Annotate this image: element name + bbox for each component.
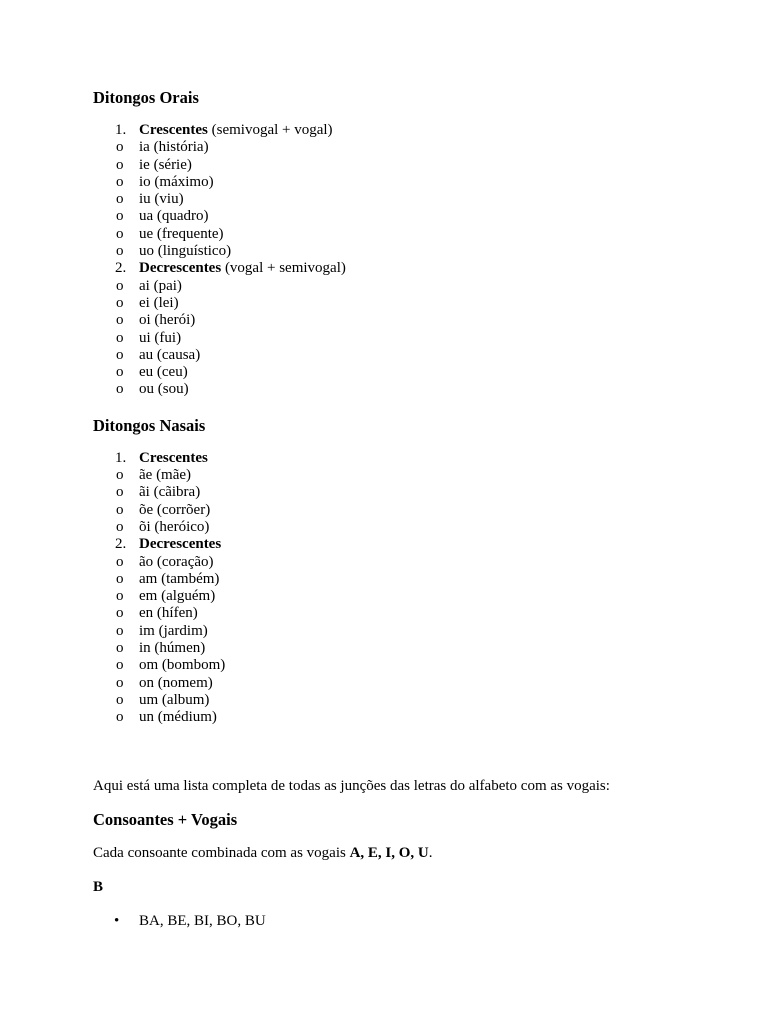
list-item: o am (também) (116, 570, 220, 587)
vowels-emphasis: A, E, I, O, U (349, 844, 429, 861)
list-item: o ie (série) (116, 156, 192, 173)
sub-bullet: o (116, 467, 124, 484)
sub-bullet: o (116, 191, 124, 208)
sub-bullet: o (116, 588, 124, 605)
list-item: o õe (corrõer) (116, 501, 211, 518)
list-number: 1. (115, 449, 127, 466)
sub-bullet: o (116, 329, 124, 346)
sub-bullet: o (116, 173, 124, 190)
section-title-ditongos-orais: Ditongos Orais (93, 88, 199, 107)
list-item: o uo (linguístico) (116, 243, 232, 260)
list-item: o ãe (mãe) (116, 467, 192, 484)
group-label: Decrescentes (139, 536, 222, 553)
sub-bullet: o (116, 294, 124, 311)
sub-bullet: o (116, 657, 124, 674)
orais-group-crescentes (93, 122, 713, 139)
list-item: o ãi (cãibra) (116, 484, 201, 501)
sub-bullet: o (116, 243, 124, 260)
section-title-consoantes-vogais: Consoantes + Vogais (93, 809, 238, 829)
list-item: o um (album) (116, 691, 210, 708)
list-item: o oi (herói) (116, 312, 196, 329)
nasais-decrescentes-items (93, 554, 713, 727)
sub-bullet: o (116, 484, 124, 501)
list-item: o om (bombom) (116, 657, 226, 674)
sub-bullet: o (116, 501, 124, 518)
sub-bullet: o (116, 570, 124, 587)
list-item: o on (nomem) (116, 674, 213, 691)
list-item: o un (médium) (116, 709, 217, 726)
b-combos-text: BA, BE, BI, BO, BU (139, 912, 266, 929)
orais-crescentes-items (93, 139, 713, 260)
list-item: o ia (história) (116, 139, 209, 156)
sub-bullet: o (116, 709, 124, 726)
nasais-crescentes-items (93, 467, 713, 536)
nasais-group-crescentes (93, 450, 713, 467)
list-item: o eu (ceu) (116, 364, 188, 381)
sub-bullet: o (116, 674, 124, 691)
list-item: o au (causa) (116, 346, 201, 363)
sub-bullet: o (116, 622, 124, 639)
cv-description: Cada consoante combinada com as vogais A, E, I, O, U. (93, 844, 433, 861)
list-item: o ue (frequente) (116, 225, 224, 242)
sub-bullet: o (116, 691, 124, 708)
sub-bullet: o (116, 381, 124, 398)
bullet-dot: • (114, 912, 120, 929)
list-item: o em (alguém) (116, 588, 216, 605)
orais-list (93, 122, 713, 399)
orais-decrescentes-items (93, 278, 713, 399)
sub-bullet: o (116, 346, 124, 363)
sub-bullet: o (116, 139, 124, 156)
orais-group-decrescentes (93, 260, 713, 277)
group-label: Crescentes (139, 122, 208, 138)
sub-bullet: o (116, 156, 124, 173)
list-item: o õi (heróico) (116, 518, 210, 535)
list-item: o ua (quadro) (116, 208, 209, 225)
sub-bullet: o (116, 605, 124, 622)
list-item: o in (húmen) (116, 640, 206, 657)
nasais-list (93, 450, 713, 727)
sub-bullet: o (116, 553, 124, 570)
sub-bullet: o (116, 364, 124, 381)
group-note: (semivogal + vogal) (207, 122, 333, 138)
list-item: o ei (lei) (116, 294, 179, 311)
list-number: 2. (115, 536, 127, 553)
group-note: (vogal + semivogal) (221, 260, 346, 277)
sub-bullet: o (116, 225, 124, 242)
sub-bullet: o (116, 518, 124, 535)
list-item: o ai (pai) (116, 277, 182, 294)
document-page (93, 88, 713, 930)
list-item: o ou (sou) (116, 381, 189, 398)
nasais-group-decrescentes (93, 536, 713, 553)
sub-bullet: o (116, 640, 124, 657)
list-item: o im (jardim) (116, 622, 208, 639)
list-item: o iu (viu) (116, 191, 184, 208)
list-item: o ui (fui) (116, 329, 182, 346)
sub-bullet: o (116, 277, 124, 294)
list-number: 1. (115, 122, 127, 138)
intro-paragraph: Aqui está uma lista completa de todas as junções das letras do alfabeto com as vogais: (93, 777, 610, 794)
list-item: o en (hífen) (116, 605, 198, 622)
list-item-b-combos (93, 912, 713, 930)
sub-bullet: o (116, 312, 124, 329)
list-number: 2. (115, 260, 127, 277)
section-title-ditongos-nasais: Ditongos Nasais (93, 415, 206, 435)
group-label: Crescentes (139, 449, 208, 466)
letter-heading-b: B (93, 878, 104, 895)
sub-bullet: o (116, 208, 124, 225)
group-label: Decrescentes (139, 260, 222, 277)
list-item: o io (máximo) (116, 173, 214, 190)
list-item: o ão (coração) (116, 553, 214, 570)
